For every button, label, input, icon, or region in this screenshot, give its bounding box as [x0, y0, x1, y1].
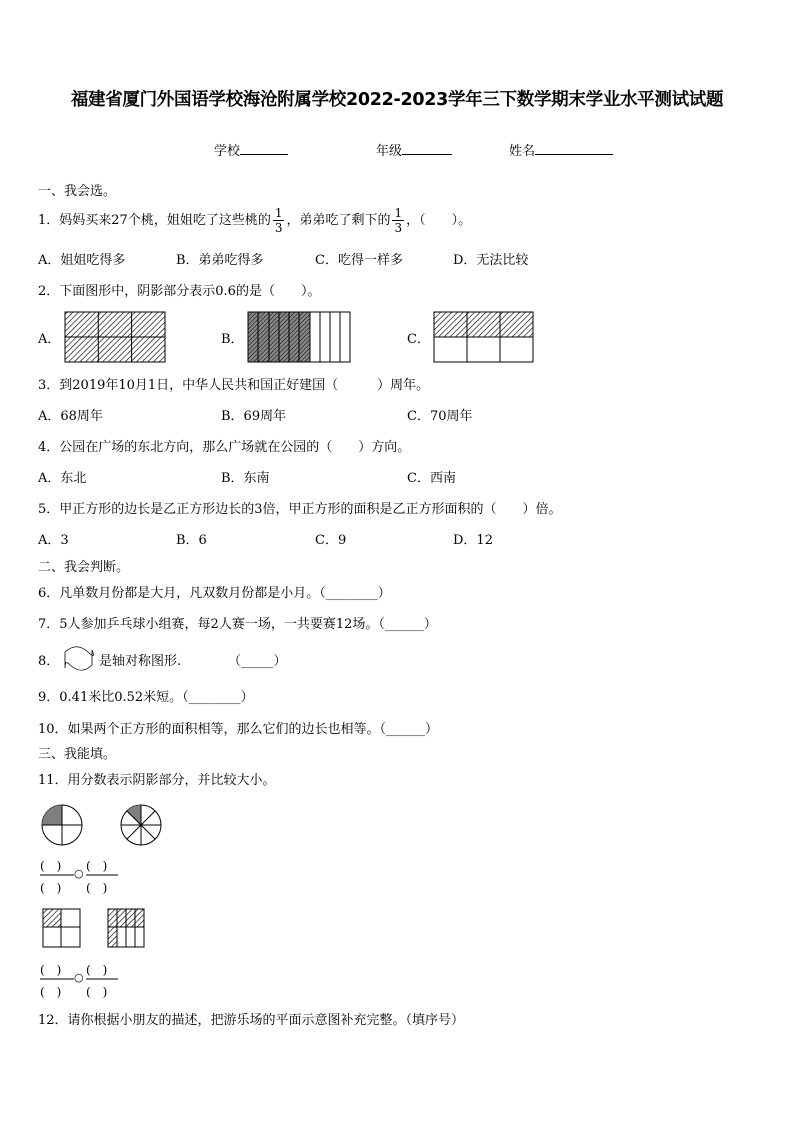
question-8-text: 是轴对称图形. [99, 654, 182, 669]
q11-blank-1-den[interactable]: ( ) [40, 881, 62, 895]
q1-option-c[interactable]: C．吃得一样多 [315, 253, 403, 268]
q3-option-b[interactable]: B．69周年 [221, 409, 287, 424]
q2-option-a[interactable]: A． [38, 332, 61, 347]
q2-option-c[interactable]: C． [407, 332, 430, 347]
q3-option-a[interactable]: A．68周年 [38, 409, 103, 424]
q8-wave-figure [65, 647, 93, 671]
q1-option-a[interactable]: A．姐姐吃得多 [38, 253, 126, 268]
q1-text-b: ，弟弟吃了剩下的 [286, 213, 391, 228]
q11-blank-2-den[interactable]: ( ) [86, 881, 108, 895]
q5-option-d[interactable]: D．12 [453, 533, 493, 548]
q1-fraction-1: $\frac{1}{3}$ [274, 206, 283, 235]
school-label: 学校 [214, 144, 241, 159]
page-title: 福建省厦门外国语学校海沧附属学校2022-2023学年三下数学期末学业水平测试试题 [70, 90, 724, 110]
section-2-heading: 二、我会判断。 [38, 560, 130, 575]
q3-option-c[interactable]: C．70周年 [407, 409, 473, 424]
section-1-heading: 一、我会选。 [38, 184, 117, 199]
question-7[interactable]: 7．5人参加乒乓球小组赛，每2人赛一场，一共要赛12场。（______） [38, 617, 437, 632]
q11-blank-1-num[interactable]: ( ) [40, 859, 62, 873]
question-5: 5．甲正方形的边长是乙正方形边长的3倍，甲正方形的面积是乙正方形面积的（ ）倍。 [38, 502, 562, 517]
q2-figure-a[interactable] [65, 312, 165, 362]
q4-option-a[interactable]: A．东北 [38, 471, 87, 486]
q11-blank-4-den[interactable]: ( ) [86, 985, 108, 999]
q11-square-quarters [43, 909, 80, 947]
q11-blank-3-den[interactable]: ( ) [40, 985, 62, 999]
q2-figure-b[interactable] [248, 312, 350, 362]
q4-option-b[interactable]: B．东南 [221, 471, 270, 486]
grade-label: 年级 [376, 144, 403, 159]
q1-fraction-2: $\frac{1}{3}$ [394, 206, 403, 235]
q1-text-a: 1．妈妈买来27个桃，姐姐吃了这些桃的 [38, 213, 271, 228]
name-label: 姓名 [509, 144, 536, 159]
q5-option-a[interactable]: A．3 [38, 533, 69, 548]
q11-blank-2-num[interactable]: ( ) [86, 859, 108, 873]
q11-compare-circle-1[interactable]: ○ [74, 867, 84, 880]
question-2: 2．下面图形中，阴影部分表示0.6的是（ ）。 [38, 284, 321, 299]
q11-blank-3-num[interactable]: ( ) [40, 963, 62, 977]
question-3: 3．到2019年10月1日，中华人民共和国正好建国（ ）周年。 [38, 378, 430, 393]
q11-circle-eighths [121, 805, 161, 845]
question-6[interactable]: 6．凡单数月份都是大月，凡双数月份都是小月。（________） [38, 586, 391, 601]
q11-blank-4-num[interactable]: ( ) [86, 963, 108, 977]
question-10[interactable]: 10．如果两个正方形的面积相等，那么它们的边长也相等。（______） [38, 722, 439, 737]
q4-option-c[interactable]: C．西南 [407, 471, 456, 486]
q1-option-b[interactable]: B．弟弟吃得多 [176, 253, 264, 268]
q11-square-eighths [108, 909, 144, 947]
q1-text-c: ，（ ）。 [406, 213, 472, 228]
q5-option-c[interactable]: C．9 [315, 533, 347, 548]
question-8-number: 8． [38, 654, 60, 669]
question-11: 11．用分数表示阴影部分，并比较大小。 [38, 773, 276, 788]
q2-option-b[interactable]: B． [221, 332, 244, 347]
question-4: 4．公园在广场的东北方向，那么广场就在公园的（ ）方向。 [38, 440, 411, 455]
q5-option-b[interactable]: B．6 [176, 533, 207, 548]
q2-figure-c[interactable] [434, 312, 533, 362]
q11-circle-quarters [42, 805, 82, 845]
question-8-blank[interactable]: （_____） [228, 654, 287, 669]
question-9[interactable]: 9．0.41米比0.52米短。（________） [38, 690, 254, 705]
question-12: 12．请你根据小朋友的描述，把游乐场的平面示意图补充完整。（填序号） [38, 1013, 465, 1028]
q1-option-d[interactable]: D．无法比较 [453, 253, 529, 268]
section-3-heading: 三、我能填。 [38, 747, 117, 762]
q11-compare-circle-2[interactable]: ○ [74, 971, 84, 984]
